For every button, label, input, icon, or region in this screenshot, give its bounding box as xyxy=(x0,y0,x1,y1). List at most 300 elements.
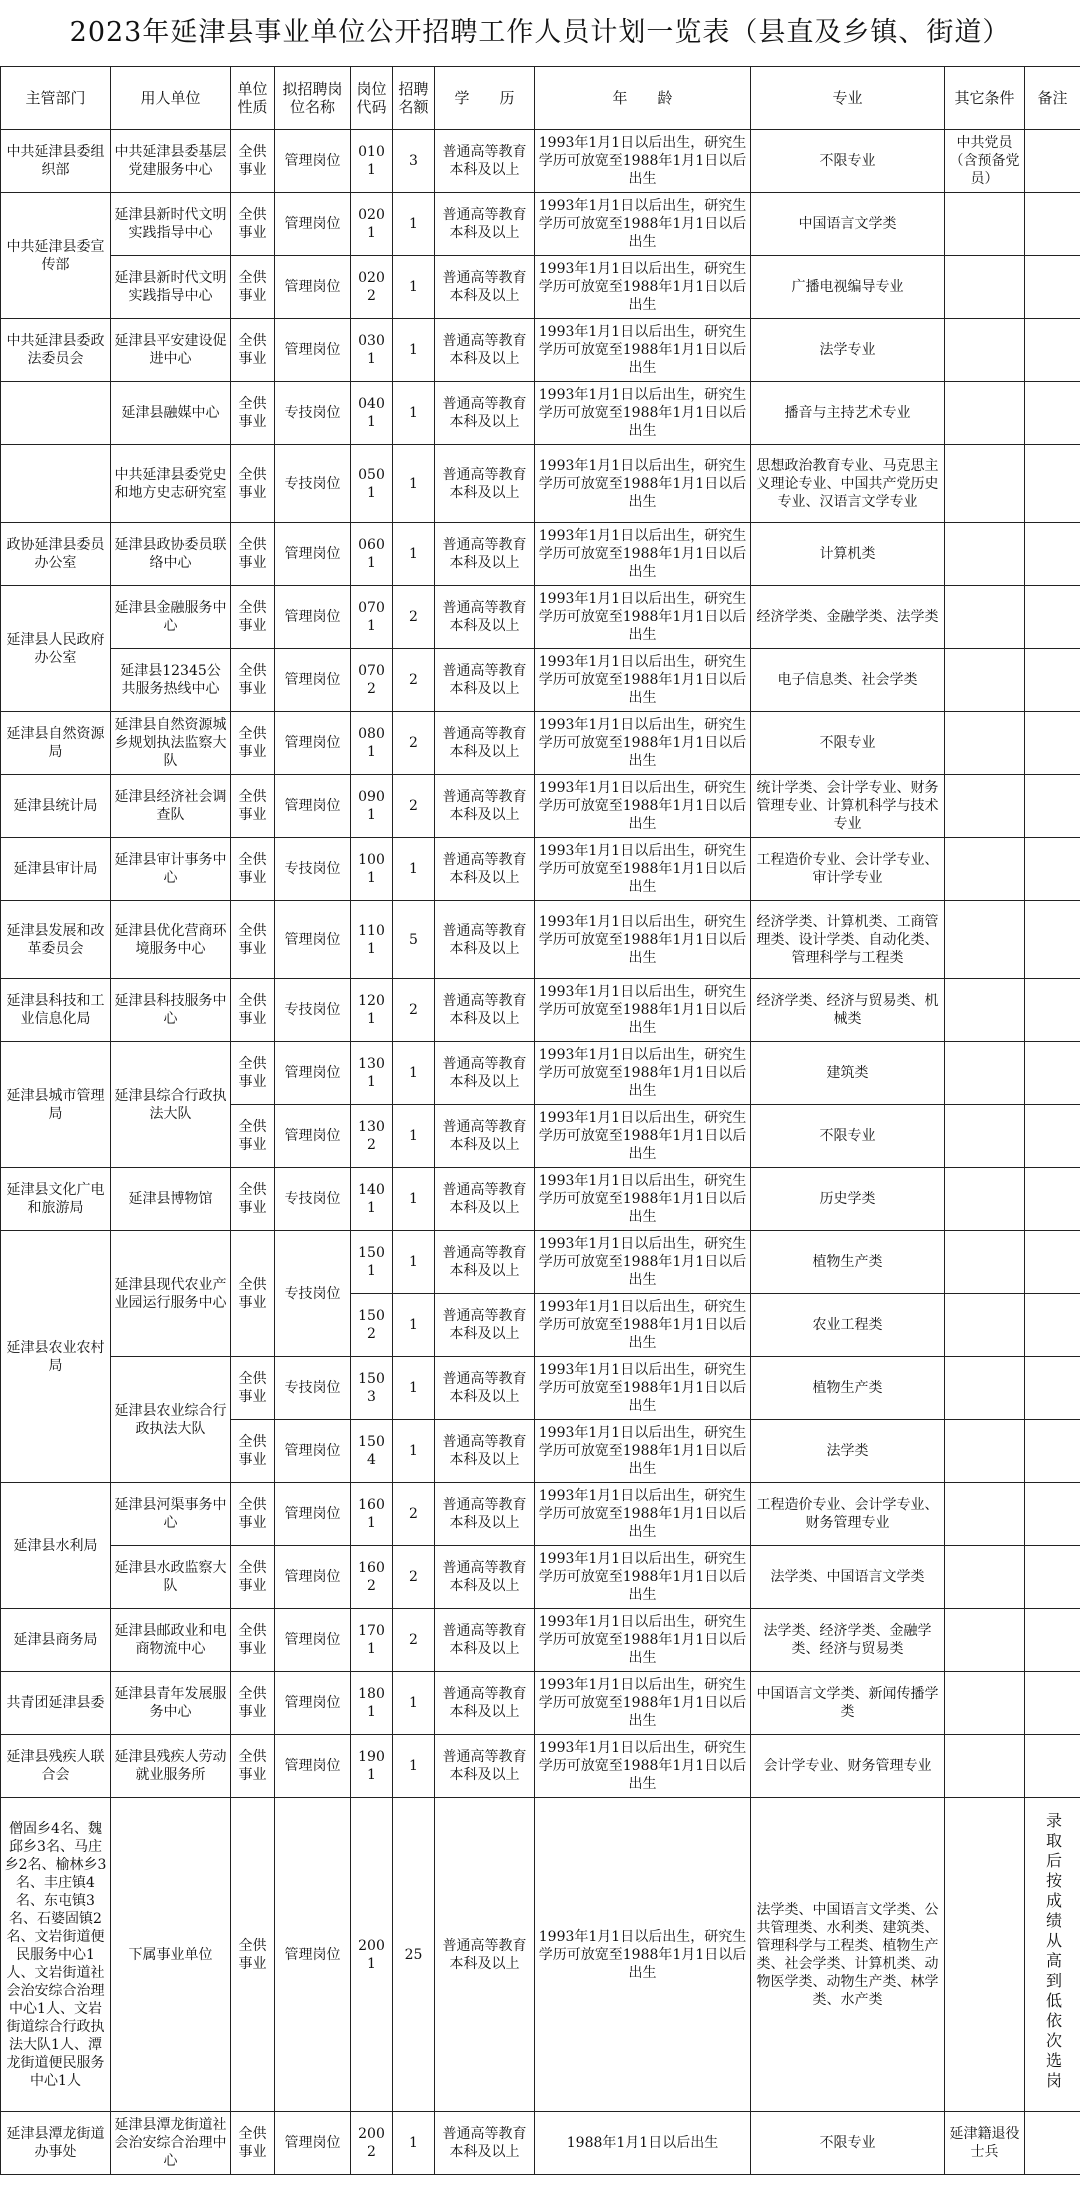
edu-cell: 普通高等教育本科及以上 xyxy=(435,256,535,319)
dept-cell: 延津县科技和工业信息化局 xyxy=(1,979,111,1042)
age-cell: 1993年1月1日以后出生，研究生学历可放宽至1988年1月1日以后出生 xyxy=(535,523,751,586)
major-cell: 思想政治教育专业、马克思主义理论专业、中国共产党历史专业、汉语言文学专业 xyxy=(751,445,945,523)
other-cell xyxy=(945,712,1025,775)
nature-cell: 全供事业 xyxy=(231,193,275,256)
nature-cell: 全供事业 xyxy=(231,2112,275,2175)
major-cell: 中国语言文学类 xyxy=(751,193,945,256)
table-row xyxy=(1,130,1080,193)
nature-cell: 全供事业 xyxy=(231,382,275,445)
dept-cell: 延津县文化广电和旅游局 xyxy=(1,1168,111,1231)
unit-cell: 延津县青年发展服务中心 xyxy=(111,1672,231,1735)
major-cell: 法学类 xyxy=(751,1420,945,1483)
nature-cell: 全供事业 xyxy=(231,1168,275,1231)
major-cell: 经济学类、经济与贸易类、机械类 xyxy=(751,979,945,1042)
quota-cell: 1 xyxy=(393,523,435,586)
table-row xyxy=(1,2112,1080,2175)
table-row xyxy=(1,193,1080,256)
edu-cell: 普通高等教育本科及以上 xyxy=(435,649,535,712)
quota-cell: 1 xyxy=(393,1042,435,1105)
other-cell xyxy=(945,1546,1025,1609)
major-cell: 不限专业 xyxy=(751,130,945,193)
age-cell: 1993年1月1日以后出生，研究生学历可放宽至1988年1月1日以后出生 xyxy=(535,712,751,775)
edu-cell: 普通高等教育本科及以上 xyxy=(435,1798,535,2112)
edu-cell: 普通高等教育本科及以上 xyxy=(435,523,535,586)
major-cell: 植物生产类 xyxy=(751,1357,945,1420)
dept-cell: 中共延津县委组织部 xyxy=(1,130,111,193)
quota-cell: 1 xyxy=(393,1168,435,1231)
unit-cell: 延津县审计事务中心 xyxy=(111,838,231,901)
remark-cell xyxy=(1025,712,1080,775)
code-cell: 0701 xyxy=(351,586,393,649)
post-cell: 专技岗位 xyxy=(275,1168,351,1231)
dept-cell: 延津县残疾人联合会 xyxy=(1,1735,111,1798)
major-cell: 法学类、经济学类、金融学类、经济与贸易类 xyxy=(751,1609,945,1672)
header-nature: 单位性质 xyxy=(231,67,275,130)
code-cell: 1901 xyxy=(351,1735,393,1798)
other-cell xyxy=(945,1609,1025,1672)
other-cell xyxy=(945,382,1025,445)
age-cell: 1993年1月1日以后出生，研究生学历可放宽至1988年1月1日以后出生 xyxy=(535,979,751,1042)
remark-cell xyxy=(1025,838,1080,901)
unit-cell: 延津县博物馆 xyxy=(111,1168,231,1231)
post-cell: 管理岗位 xyxy=(275,712,351,775)
post-cell: 专技岗位 xyxy=(275,979,351,1042)
major-cell: 不限专业 xyxy=(751,712,945,775)
header-quota: 招聘名额 xyxy=(393,67,435,130)
unit-cell: 延津县农业综合行政执法大队 xyxy=(111,1357,231,1483)
remark-cell xyxy=(1025,1483,1080,1546)
post-cell: 专技岗位 xyxy=(275,445,351,523)
dept-cell: 政协延津县委员办公室 xyxy=(1,523,111,586)
post-cell: 管理岗位 xyxy=(275,319,351,382)
age-cell: 1993年1月1日以后出生，研究生学历可放宽至1988年1月1日以后出生 xyxy=(535,1042,751,1105)
table-row xyxy=(1,445,1080,523)
age-cell: 1993年1月1日以后出生，研究生学历可放宽至1988年1月1日以后出生 xyxy=(535,256,751,319)
table-row xyxy=(1,1483,1080,1546)
unit-cell: 延津县水政监察大队 xyxy=(111,1546,231,1609)
quota-cell: 25 xyxy=(393,1798,435,2112)
code-cell: 1602 xyxy=(351,1546,393,1609)
code-cell: 1001 xyxy=(351,838,393,901)
dept-cell: 共青团延津县委 xyxy=(1,1672,111,1735)
code-cell: 0202 xyxy=(351,256,393,319)
code-cell: 1302 xyxy=(351,1105,393,1168)
dept-cell: 延津县城市管理局 xyxy=(1,1042,111,1168)
age-cell: 1993年1月1日以后出生，研究生学历可放宽至1988年1月1日以后出生 xyxy=(535,1672,751,1735)
dept-cell: 中共延津县委宣传部 xyxy=(1,193,111,319)
code-cell: 1701 xyxy=(351,1609,393,1672)
post-cell: 管理岗位 xyxy=(275,1672,351,1735)
post-cell: 管理岗位 xyxy=(275,775,351,838)
unit-cell: 延津县金融服务中心 xyxy=(111,586,231,649)
quota-cell: 1 xyxy=(393,1357,435,1420)
unit-cell: 延津县经济社会调查队 xyxy=(111,775,231,838)
table-row xyxy=(1,712,1080,775)
post-cell: 管理岗位 xyxy=(275,130,351,193)
edu-cell: 普通高等教育本科及以上 xyxy=(435,1168,535,1231)
nature-cell: 全供事业 xyxy=(231,1735,275,1798)
edu-cell: 普通高等教育本科及以上 xyxy=(435,901,535,979)
age-cell: 1993年1月1日以后出生，研究生学历可放宽至1988年1月1日以后出生 xyxy=(535,775,751,838)
header-unit: 用人单位 xyxy=(111,67,231,130)
post-cell: 管理岗位 xyxy=(275,1609,351,1672)
quota-cell: 1 xyxy=(393,319,435,382)
age-cell: 1993年1月1日以后出生，研究生学历可放宽至1988年1月1日以后出生 xyxy=(535,1105,751,1168)
table-row xyxy=(1,523,1080,586)
code-cell: 0201 xyxy=(351,193,393,256)
code-cell: 1503 xyxy=(351,1357,393,1420)
other-cell xyxy=(945,523,1025,586)
post-cell: 专技岗位 xyxy=(275,1231,351,1357)
unit-cell: 下属事业单位 xyxy=(111,1798,231,2112)
major-cell: 中国语言文学类、新闻传播学类 xyxy=(751,1672,945,1735)
edu-cell: 普通高等教育本科及以上 xyxy=(435,1609,535,1672)
other-cell xyxy=(945,901,1025,979)
remark-cell xyxy=(1025,586,1080,649)
code-cell: 1504 xyxy=(351,1420,393,1483)
table-row xyxy=(1,979,1080,1042)
edu-cell: 普通高等教育本科及以上 xyxy=(435,1483,535,1546)
age-cell: 1993年1月1日以后出生，研究生学历可放宽至1988年1月1日以后出生 xyxy=(535,319,751,382)
post-cell: 专技岗位 xyxy=(275,382,351,445)
table-row xyxy=(1,649,1080,712)
nature-cell: 全供事业 xyxy=(231,838,275,901)
other-cell xyxy=(945,1168,1025,1231)
edu-cell: 普通高等教育本科及以上 xyxy=(435,130,535,193)
quota-cell: 1 xyxy=(393,256,435,319)
unit-cell: 延津县平安建设促进中心 xyxy=(111,319,231,382)
edu-cell: 普通高等教育本科及以上 xyxy=(435,1546,535,1609)
remark-cell xyxy=(1025,1294,1080,1357)
edu-cell: 普通高等教育本科及以上 xyxy=(435,1735,535,1798)
edu-cell: 普通高等教育本科及以上 xyxy=(435,1420,535,1483)
nature-cell: 全供事业 xyxy=(231,523,275,586)
major-cell: 法学类、中国语言文学类、公共管理类、水利类、建筑类、管理科学与工程类、植物生产类、社会学类、计算机类、动物医学类、动物生产类、林学类、水产类 xyxy=(751,1798,945,2112)
other-cell xyxy=(945,256,1025,319)
dept-cell: 延津县自然资源局 xyxy=(1,712,111,775)
post-cell: 管理岗位 xyxy=(275,901,351,979)
quota-cell: 2 xyxy=(393,712,435,775)
other-cell xyxy=(945,979,1025,1042)
remark-cell xyxy=(1025,1609,1080,1672)
post-cell: 管理岗位 xyxy=(275,1420,351,1483)
age-cell: 1988年1月1日以后出生 xyxy=(535,2112,751,2175)
nature-cell: 全供事业 xyxy=(231,1105,275,1168)
age-cell: 1993年1月1日以后出生，研究生学历可放宽至1988年1月1日以后出生 xyxy=(535,445,751,523)
remark-text: 录取后按成绩从高到低依次选岗 xyxy=(1043,1812,1063,2092)
age-cell: 1993年1月1日以后出生，研究生学历可放宽至1988年1月1日以后出生 xyxy=(535,1483,751,1546)
dept-cell xyxy=(1,382,111,445)
nature-cell: 全供事业 xyxy=(231,712,275,775)
remark-cell xyxy=(1025,979,1080,1042)
nature-cell: 全供事业 xyxy=(231,979,275,1042)
other-cell xyxy=(945,1672,1025,1735)
edu-cell: 普通高等教育本科及以上 xyxy=(435,1672,535,1735)
major-cell: 工程造价专业、会计学专业、财务管理专业 xyxy=(751,1483,945,1546)
unit-cell: 中共延津县委基层党建服务中心 xyxy=(111,130,231,193)
table-row xyxy=(1,256,1080,319)
nature-cell: 全供事业 xyxy=(231,1042,275,1105)
quota-cell: 1 xyxy=(393,445,435,523)
other-cell xyxy=(945,1798,1025,2112)
post-cell: 管理岗位 xyxy=(275,1546,351,1609)
table-row xyxy=(1,1798,1080,2112)
nature-cell: 全供事业 xyxy=(231,775,275,838)
post-cell: 管理岗位 xyxy=(275,2112,351,2175)
table-row xyxy=(1,1672,1080,1735)
nature-cell: 全供事业 xyxy=(231,649,275,712)
dept-cell: 僧固乡4名、魏邱乡3名、马庄乡2名、榆林乡3名、丰庄镇4名、东屯镇3名、石婆固镇2名、文岩街道便民服务中心1人、文岩街道社会治安综合治理中心1人、文岩街道综合行政执法大队1人、潭龙街道便民服务中心1人 xyxy=(1,1798,111,2112)
major-cell: 法学类、中国语言文学类 xyxy=(751,1546,945,1609)
edu-cell: 普通高等教育本科及以上 xyxy=(435,2112,535,2175)
edu-cell: 普通高等教育本科及以上 xyxy=(435,319,535,382)
major-cell: 经济学类、金融学类、法学类 xyxy=(751,586,945,649)
other-cell: 中共党员（含预备党员） xyxy=(945,130,1025,193)
edu-cell: 普通高等教育本科及以上 xyxy=(435,382,535,445)
edu-cell: 普通高等教育本科及以上 xyxy=(435,193,535,256)
unit-cell: 延津县残疾人劳动就业服务所 xyxy=(111,1735,231,1798)
dept-cell: 延津县潭龙街道办事处 xyxy=(1,2112,111,2175)
remark-cell xyxy=(1025,775,1080,838)
edu-cell: 普通高等教育本科及以上 xyxy=(435,586,535,649)
edu-cell: 普通高等教育本科及以上 xyxy=(435,1294,535,1357)
major-cell: 电子信息类、社会学类 xyxy=(751,649,945,712)
code-cell: 0702 xyxy=(351,649,393,712)
age-cell: 1993年1月1日以后出生，研究生学历可放宽至1988年1月1日以后出生 xyxy=(535,130,751,193)
quota-cell: 1 xyxy=(393,193,435,256)
code-cell: 0101 xyxy=(351,130,393,193)
remark-cell xyxy=(1025,1420,1080,1483)
post-cell: 管理岗位 xyxy=(275,193,351,256)
unit-cell: 延津县科技服务中心 xyxy=(111,979,231,1042)
code-cell: 1301 xyxy=(351,1042,393,1105)
edu-cell: 普通高等教育本科及以上 xyxy=(435,445,535,523)
code-cell: 0401 xyxy=(351,382,393,445)
nature-cell: 全供事业 xyxy=(231,1672,275,1735)
age-cell: 1993年1月1日以后出生，研究生学历可放宽至1988年1月1日以后出生 xyxy=(535,586,751,649)
age-cell: 1993年1月1日以后出生，研究生学历可放宽至1988年1月1日以后出生 xyxy=(535,1231,751,1294)
other-cell xyxy=(945,445,1025,523)
remark-cell xyxy=(1025,1168,1080,1231)
code-cell: 0801 xyxy=(351,712,393,775)
quota-cell: 1 xyxy=(393,1294,435,1357)
quota-cell: 2 xyxy=(393,1483,435,1546)
unit-cell: 延津县新时代文明实践指导中心 xyxy=(111,193,231,256)
age-cell: 1993年1月1日以后出生，研究生学历可放宽至1988年1月1日以后出生 xyxy=(535,193,751,256)
table-row xyxy=(1,1357,1080,1420)
remark-cell xyxy=(1025,1672,1080,1735)
code-cell: 1201 xyxy=(351,979,393,1042)
code-cell: 1601 xyxy=(351,1483,393,1546)
quota-cell: 1 xyxy=(393,1231,435,1294)
remark-cell xyxy=(1025,382,1080,445)
age-cell: 1993年1月1日以后出生，研究生学历可放宽至1988年1月1日以后出生 xyxy=(535,1546,751,1609)
remark-cell xyxy=(1025,1105,1080,1168)
nature-cell: 全供事业 xyxy=(231,1483,275,1546)
code-cell: 1101 xyxy=(351,901,393,979)
unit-cell: 延津县自然资源城乡规划执法监察大队 xyxy=(111,712,231,775)
code-cell: 1501 xyxy=(351,1231,393,1294)
quota-cell: 2 xyxy=(393,775,435,838)
nature-cell: 全供事业 xyxy=(231,256,275,319)
dept-cell: 延津县发展和改革委员会 xyxy=(1,901,111,979)
major-cell: 计算机类 xyxy=(751,523,945,586)
header-other: 其它条件 xyxy=(945,67,1025,130)
other-cell xyxy=(945,775,1025,838)
other-cell xyxy=(945,649,1025,712)
code-cell: 1401 xyxy=(351,1168,393,1231)
remark-cell xyxy=(1025,1546,1080,1609)
other-cell xyxy=(945,1105,1025,1168)
major-cell: 播音与主持艺术专业 xyxy=(751,382,945,445)
unit-cell: 中共延津县委党史和地方史志研究室 xyxy=(111,445,231,523)
edu-cell: 普通高等教育本科及以上 xyxy=(435,1357,535,1420)
post-cell: 专技岗位 xyxy=(275,1357,351,1420)
remark-cell xyxy=(1025,523,1080,586)
code-cell: 2001 xyxy=(351,1798,393,2112)
age-cell: 1993年1月1日以后出生，研究生学历可放宽至1988年1月1日以后出生 xyxy=(535,1735,751,1798)
quota-cell: 1 xyxy=(393,1105,435,1168)
unit-cell: 延津县优化营商环境服务中心 xyxy=(111,901,231,979)
age-cell: 1993年1月1日以后出生，研究生学历可放宽至1988年1月1日以后出生 xyxy=(535,1798,751,2112)
age-cell: 1993年1月1日以后出生，研究生学历可放宽至1988年1月1日以后出生 xyxy=(535,1294,751,1357)
edu-cell: 普通高等教育本科及以上 xyxy=(435,1042,535,1105)
quota-cell: 1 xyxy=(393,2112,435,2175)
quota-cell: 1 xyxy=(393,1735,435,1798)
age-cell: 1993年1月1日以后出生，研究生学历可放宽至1988年1月1日以后出生 xyxy=(535,1168,751,1231)
nature-cell: 全供事业 xyxy=(231,1357,275,1420)
post-cell: 管理岗位 xyxy=(275,1483,351,1546)
table-row xyxy=(1,586,1080,649)
edu-cell: 普通高等教育本科及以上 xyxy=(435,979,535,1042)
other-cell xyxy=(945,1042,1025,1105)
age-cell: 1993年1月1日以后出生，研究生学历可放宽至1988年1月1日以后出生 xyxy=(535,649,751,712)
dept-cell: 延津县水利局 xyxy=(1,1483,111,1609)
dept-cell: 延津县农业农村局 xyxy=(1,1231,111,1483)
table-row xyxy=(1,775,1080,838)
table-row xyxy=(1,1735,1080,1798)
table-row xyxy=(1,1168,1080,1231)
code-cell: 2002 xyxy=(351,2112,393,2175)
unit-cell: 延津县融媒中心 xyxy=(111,382,231,445)
remark-cell xyxy=(1025,2112,1080,2175)
unit-cell: 延津县潭龙街道社会治安综合治理中心 xyxy=(111,2112,231,2175)
header-code: 岗位代码 xyxy=(351,67,393,130)
header-row xyxy=(1,67,1080,130)
nature-cell: 全供事业 xyxy=(231,1609,275,1672)
unit-cell: 延津县新时代文明实践指导中心 xyxy=(111,256,231,319)
post-cell: 管理岗位 xyxy=(275,1798,351,2112)
major-cell: 统计学类、会计学专业、财务管理专业、计算机科学与技术专业 xyxy=(751,775,945,838)
unit-cell: 延津县综合行政执法大队 xyxy=(111,1042,231,1168)
edu-cell: 普通高等教育本科及以上 xyxy=(435,838,535,901)
table-row xyxy=(1,1609,1080,1672)
table-row xyxy=(1,1231,1080,1294)
dept-cell xyxy=(1,445,111,523)
nature-cell: 全供事业 xyxy=(231,1231,275,1357)
dept-cell: 延津县审计局 xyxy=(1,838,111,901)
remark-cell xyxy=(1025,1042,1080,1105)
major-cell: 经济学类、计算机类、工商管理类、设计学类、自动化类、管理科学与工程类 xyxy=(751,901,945,979)
age-cell: 1993年1月1日以后出生，研究生学历可放宽至1988年1月1日以后出生 xyxy=(535,1609,751,1672)
other-cell xyxy=(945,586,1025,649)
remark-cell xyxy=(1025,319,1080,382)
unit-cell: 延津县河渠事务中心 xyxy=(111,1483,231,1546)
page-title: 2023年延津县事业单位公开招聘工作人员计划一览表（县直及乡镇、街道） xyxy=(69,17,1011,48)
post-cell: 管理岗位 xyxy=(275,649,351,712)
other-cell xyxy=(945,1483,1025,1546)
other-cell xyxy=(945,319,1025,382)
code-cell: 0501 xyxy=(351,445,393,523)
remark-cell xyxy=(1025,1735,1080,1798)
post-cell: 专技岗位 xyxy=(275,838,351,901)
nature-cell: 全供事业 xyxy=(231,1798,275,2112)
unit-cell: 延津县现代农业产业园运行服务中心 xyxy=(111,1231,231,1357)
code-cell: 1502 xyxy=(351,1294,393,1357)
table-row xyxy=(1,838,1080,901)
code-cell: 0301 xyxy=(351,319,393,382)
unit-cell: 延津县12345公共服务热线中心 xyxy=(111,649,231,712)
other-cell xyxy=(945,193,1025,256)
header-post-name: 拟招聘岗位名称 xyxy=(275,67,351,130)
nature-cell: 全供事业 xyxy=(231,586,275,649)
quota-cell: 5 xyxy=(393,901,435,979)
remark-cell xyxy=(1025,445,1080,523)
remark-cell xyxy=(1025,256,1080,319)
remark-cell xyxy=(1025,649,1080,712)
remark-cell xyxy=(1025,130,1080,193)
other-cell xyxy=(945,1735,1025,1798)
nature-cell: 全供事业 xyxy=(231,901,275,979)
major-cell: 农业工程类 xyxy=(751,1294,945,1357)
code-cell: 0601 xyxy=(351,523,393,586)
major-cell: 不限专业 xyxy=(751,1105,945,1168)
post-cell: 管理岗位 xyxy=(275,1042,351,1105)
header-remark: 备注 xyxy=(1025,67,1080,130)
age-cell: 1993年1月1日以后出生，研究生学历可放宽至1988年1月1日以后出生 xyxy=(535,838,751,901)
table-row xyxy=(1,319,1080,382)
dept-cell: 中共延津县委政法委员会 xyxy=(1,319,111,382)
other-cell: 延津籍退役士兵 xyxy=(945,2112,1025,2175)
other-cell xyxy=(945,1294,1025,1357)
dept-cell: 延津县统计局 xyxy=(1,775,111,838)
unit-cell: 延津县政协委员联络中心 xyxy=(111,523,231,586)
quota-cell: 1 xyxy=(393,382,435,445)
remark-cell xyxy=(1025,901,1080,979)
remark-cell xyxy=(1025,1231,1080,1294)
quota-cell: 2 xyxy=(393,979,435,1042)
nature-cell: 全供事业 xyxy=(231,445,275,523)
major-cell: 广播电视编导专业 xyxy=(751,256,945,319)
age-cell: 1993年1月1日以后出生，研究生学历可放宽至1988年1月1日以后出生 xyxy=(535,382,751,445)
edu-cell: 普通高等教育本科及以上 xyxy=(435,1105,535,1168)
nature-cell: 全供事业 xyxy=(231,130,275,193)
remark-cell xyxy=(1025,1357,1080,1420)
major-cell: 建筑类 xyxy=(751,1042,945,1105)
nature-cell: 全供事业 xyxy=(231,1546,275,1609)
post-cell: 管理岗位 xyxy=(275,256,351,319)
quota-cell: 1 xyxy=(393,1672,435,1735)
other-cell xyxy=(945,1420,1025,1483)
dept-cell: 延津县商务局 xyxy=(1,1609,111,1672)
edu-cell: 普通高等教育本科及以上 xyxy=(435,775,535,838)
nature-cell: 全供事业 xyxy=(231,319,275,382)
header-age: 年 龄 xyxy=(535,67,751,130)
remark-cell xyxy=(1025,1798,1080,2112)
code-cell: 0901 xyxy=(351,775,393,838)
quota-cell: 2 xyxy=(393,1546,435,1609)
quota-cell: 2 xyxy=(393,586,435,649)
